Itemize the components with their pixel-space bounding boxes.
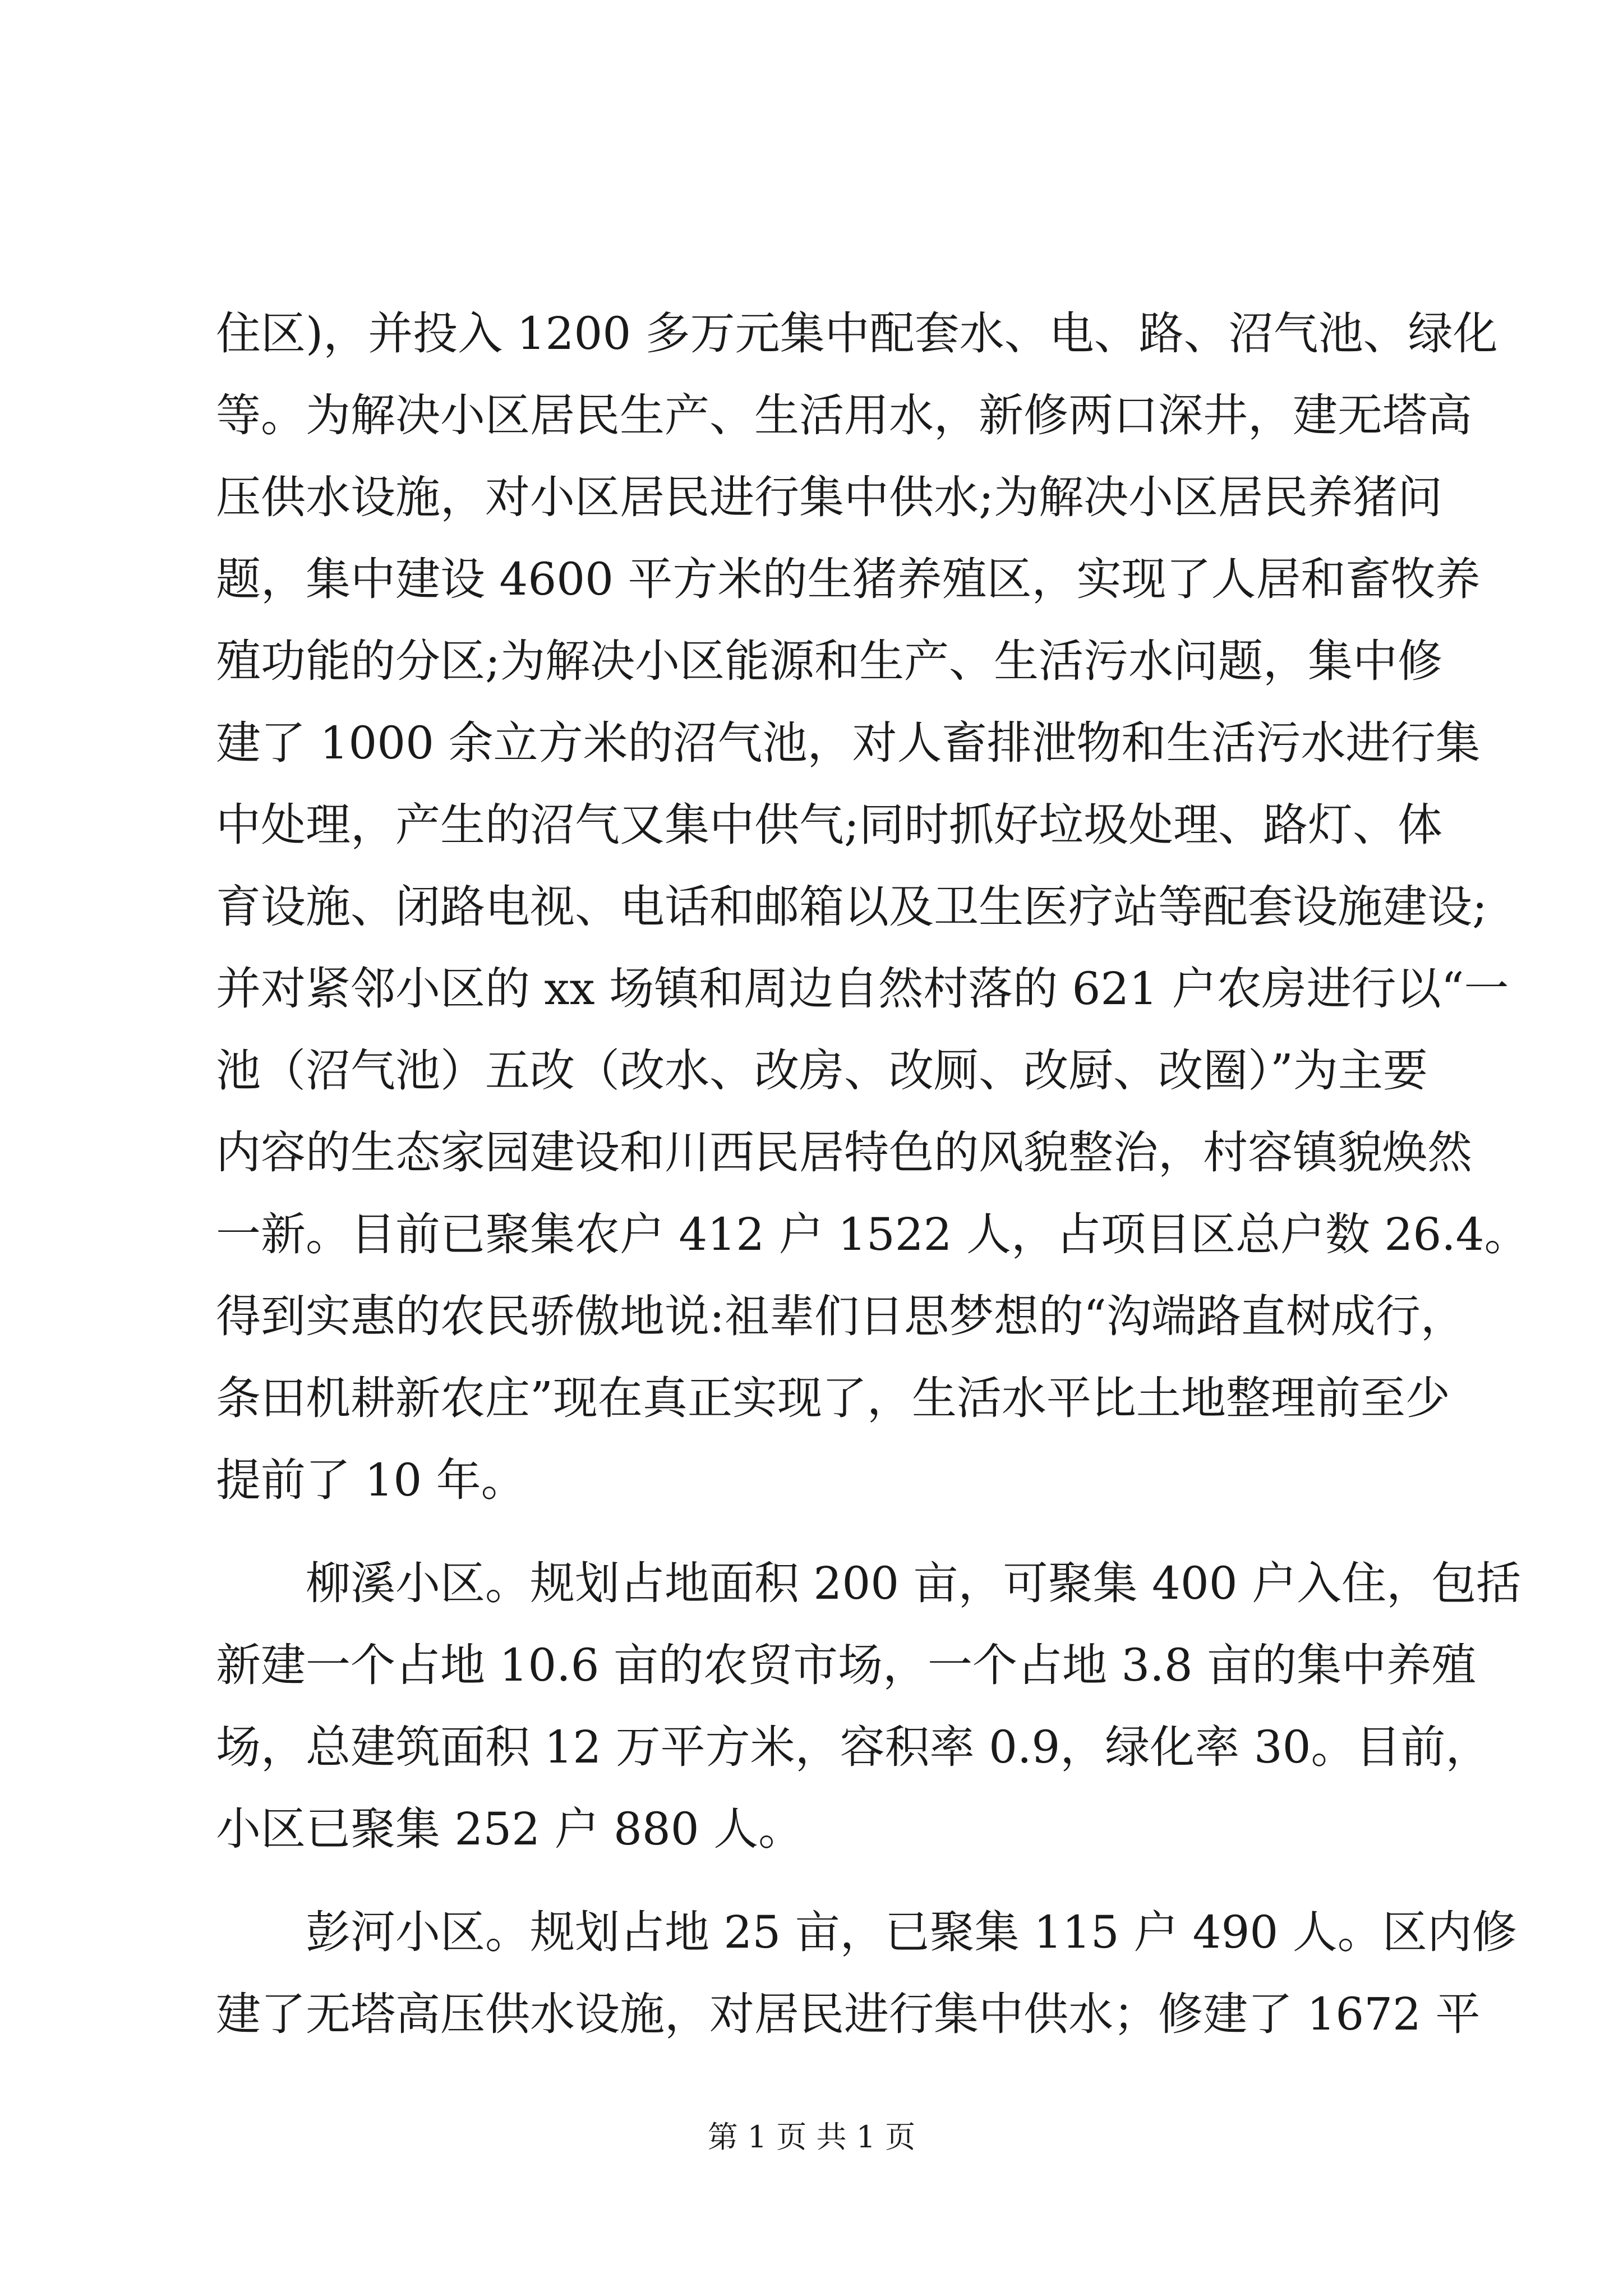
text-line: 建了 1000 余立方米的沼气池，对人畜排泄物和生活污水进行集 [216,717,1481,769]
text-line: 一新。目前已聚集农户 412 户 1522 人，占项目区总户数 26.4。 [216,1208,1529,1260]
text-line: 住区)，并投入 1200 多万元集中配套水、电、路、沼气池、绿化 [216,307,1498,360]
text-line: 提前了 10 年。 [216,1454,526,1506]
paragraph-3 [216,1892,1517,2055]
text-line: 柳溪小区。规划占地面积 200 亩，可聚集 400 户入住，包括 [306,1557,1521,1609]
text-line: 池（沼气池）五改（改水、改房、改厕、改厨、改圈）”为主要 [216,1045,1428,1097]
text-line: 育设施、闭路电视、电话和邮箱以及卫生医疗站等配套设施建设; [216,881,1487,933]
text-line: 中处理，产生的沼气又集中供气;同时抓好垃圾处理、路灯、体 [216,799,1442,851]
text-line: 等。为解决小区居民生产、生活用水，新修两口深井，建无塔高 [216,389,1472,441]
text-line: 新建一个占地 10.6 亩的农贸市场，一个占地 3.8 亩的集中养殖 [216,1639,1477,1691]
text-line: 殖功能的分区;为解决小区能源和生产、生活污水问题，集中修 [216,635,1442,687]
text-line: 内容的生态家园建设和川西民居特色的风貌整治，村容镇貌焕然 [216,1126,1472,1179]
page-footer [0,2118,1623,2157]
text-line: 并对紧邻小区的 xx 场镇和周边自然村落的 621 户农房进行以“一 [216,963,1509,1015]
text-line: 建了无塔高压供水设施，对居民进行集中供水；修建了 1672 平 [216,1988,1481,2040]
text-line: 条田机耕新农庄”现在真正实现了，生活水平比土地整理前至少 [216,1372,1450,1424]
page-number-label: 第 1 页 共 1 页 [707,2119,916,2155]
text-line: 彭河小区。规划占地 25 亩，已聚集 115 户 490 人。区内修 [306,1906,1517,1958]
text-line: 小区已聚集 252 户 880 人。 [216,1803,804,1855]
paragraph-2 [216,1543,1521,1870]
text-line: 得到实惠的农民骄傲地说:祖辈们日思梦想的“沟端路直树成行， [216,1290,1465,1342]
text-line: 场，总建筑面积 12 万平方米，容积率 0.9，绿化率 30。目前， [216,1721,1491,1773]
document-body [216,293,1529,2055]
text-line: 题，集中建设 4600 平方米的生猪养殖区，实现了人居和畜牧养 [216,553,1481,605]
paragraph-1 [216,293,1529,1521]
text-line: 压供水设施，对小区居民进行集中供水;为解决小区居民养猪问 [216,471,1442,523]
